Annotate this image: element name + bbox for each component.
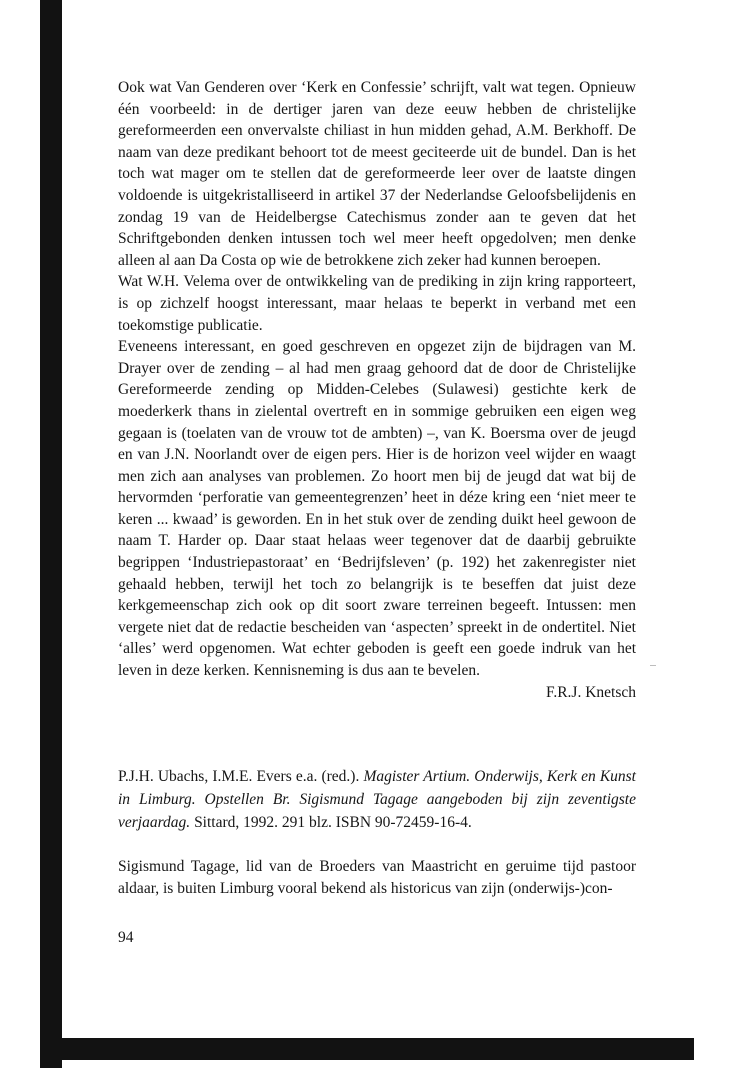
scan-border-left bbox=[40, 0, 62, 1068]
review-2-bibliographic-header bbox=[118, 765, 636, 834]
review-2-editors: P.J.H. Ubachs, I.M.E. Evers e.a. (red.). bbox=[118, 768, 360, 785]
review-2-body: Sigismund Tagage, lid van de Broeders van Maastricht en geruime tijd pastoor aldaar, is buiten Limburg vooral bekend als historicus van zijn (onderwijs-)con- bbox=[118, 858, 636, 897]
review-1-paragraph-3: Eveneens interessant, en goed geschreven en opgezet zijn de bijdragen van M. Drayer over de zending – al had men graag gehoord dat de door de Christelijke Gereformeerde zending op Midden-Celebes (Sulawesi) gestichte kerk de moederkerk thans in zielental overtreft en in sommige gebruiken een eigen weg gegaan is (toelaten van de vrouw tot de ambten) –, van K. Boersma over de jeugd en van J.N. Noorlandt over de eigen pers. Hier is de horizon veel wijder en waagt men zich aan analyses van problemen. Zo hoort men bij de jeugd dat wat bij de hervormden ‘perforatie van gemeentegrenzen’ heet in déze kring een ‘niet meer te keren ... kwaad’ is geworden. En in het stuk over de zending duikt heel gewoon de naam T. Harder op. Daar staat helaas weer tegenover dat de daarbij gebruikte begrippen ‘Industriepastoraat’ en ‘Bedrijfsleven’ (p. 192) het zakenregister niet gehaald hebben, terwijl het toch zo belangrijk is te beseffen dat juist deze kerkgemeenschap zich ook op dit soort zware terreinen begeeft. Intussen: men vergete niet dat de redactie bescheiden van ‘aspecten’ spreekt in de ondertitel. Niet ‘alles’ werd opgenomen. Wat echter geboden is geeft een goede indruk van het leven in deze kerken. Kennisneming is dus aan te bevelen. bbox=[118, 338, 636, 680]
review-2-publication: Sittard, 1992. 291 blz. ISBN 90-72459-16-4. bbox=[194, 814, 472, 831]
review-1-paragraph-2: Wat W.H. Velema over de ontwikkeling van de prediking in zijn kring rapporteert, is op zichzelf hoogst interessant, maar helaas te beperkt in verband met een toekomstige publicatie. bbox=[118, 273, 636, 334]
review-1 bbox=[118, 77, 636, 703]
review-1-paragraph-1: Ook wat Van Genderen over ‘Kerk en Confessie’ schrijft, valt wat tegen. Opnieuw één voorbeeld: in de dertiger jaren van deze eeuw hebben de christelijke gereformeerden een onvervalste chiliast in hun midden gehad, A.M. Berkhoff. De naam van deze predikant behoort tot de meest geciteerde uit de bundel. Dan is het toch wat mager om te stellen dat de gereformeerde leer over de laatste dingen voldoende is uitgekristalliseerd in artikel 37 der Nederlandse Geloofsbelijdenis en zondag 19 van de Heidelbergse Catechismus zonder aan te geven dat het Schriftgebonden denken intussen toch wel meer heeft opgedolven; men denke alleen al aan Da Costa op wie de betrokkene zich zeker had kunnen beroepen. bbox=[118, 79, 636, 269]
scan-border-bottom bbox=[40, 1038, 694, 1060]
scan-artifact-mark bbox=[650, 665, 656, 666]
review-1-signature: F.R.J. Knetsch bbox=[545, 683, 636, 701]
page-number: 94 bbox=[118, 929, 134, 946]
review-2-title: Magister Artium. Onderwijs, Kerk en Kunst in Limburg. Opstellen Br. Sigismund Tagage aangeboden bij zijn zeventigste verjaardag. bbox=[118, 768, 636, 831]
